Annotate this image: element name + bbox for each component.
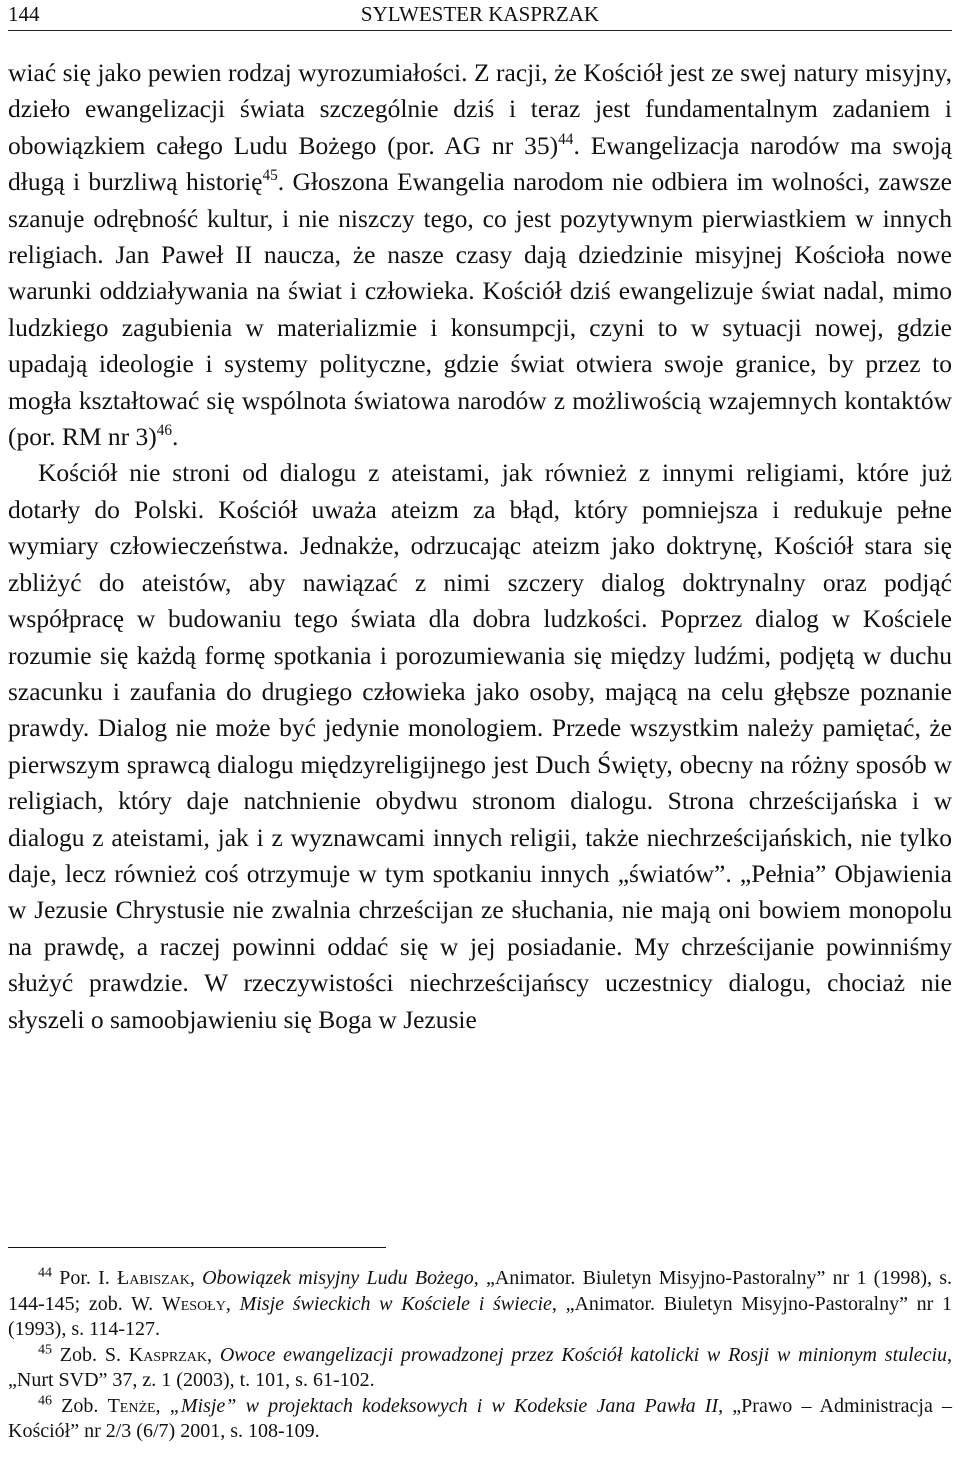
paragraph-2: Kościół nie stroni od dialogu z ateistami, jak również z innymi religiami, które już dotarły do Polski. Kościół uważa ateizm za błąd, który pomniejsza i redukuje pełne wymiary człowieczeństwa. Jednakże, odrzucając ateizm jako doktrynę, Kościół stara się zbliżyć do ateistów, aby nawiązać z nimi szczery dialog doktrynalny oraz podjąć współpracę w budowaniu tego świata dla dobra ludzkości. Poprzez dialog w Kościele rozumie się każdą formę spotkania i porozumiewania się między ludźmi, podjętą w duchu szacunku i zaufania do drugiego człowieka jako osoby, mającą na celu głębsze poznanie prawdy. Dialog nie może być jedynie monologiem. Przede wszystkim należy pamiętać, że pierwszym sprawcą dialogu międzyreligijnego jest Duch Święty, obecny na różny sposób w religiach, który daje natchnienie obydwu stronom dialogu. Strona chrześcijańska i w dialogu z ateistami, jak i z wyznawcami innych religii, także niechrześcijańskich, nie tylko daje, lecz również coś otrzymuje w tym spotkaniu innych „światów”. „Pełnia” Objawienia w Jezusie Chrystusie nie zwalnia chrześcijan ze słuchania, nie mają oni bowiem monopolu na prawdę, a raczej powinni oddać się w jej posiadanie. My chrześcijanie powinniśmy służyć prawdzie. W rzeczywistości niechrześcijańscy uczestnicy dialogu, chociaż nie słyszeli o samoobjawieniu się Boga w Jezusie (8, 458, 952, 1034)
footnote-text: , „Nurt SVD” 37, z. 1 (2003), t. 101, s. 61-102. (8, 1343, 953, 1391)
paragraph-1-text-c: . Głoszona Ewangelia narodom nie odbiera im wolności, zawsze szanuje odrębność kultur, i nie niszczy tego, co jest pozytywnym pierwiastkiem w innych religiach. Jan Paweł II naucza, że nasze czasy dają dziedzinie misyjnej Kościoła nowe warunki oddziaływania na świat i człowieka. Kościół dziś ewangelizuje świat nadal, mimo ludzkiego zagubienia w materializmie i konsumpcji, czyni to w sytuacji nowej, gdzie upadają ideologie i systemy polityczne, gdzie świat otwiera swoje granice, by przez to mogła kształtować się wspólnota światowa narodów z możliwością wzajemnych kontaktów (por. RM nr 3) (8, 167, 952, 452)
running-head: SYLWESTER KASPRZAK (360, 2, 600, 26)
footnote-ref-44: 44 (558, 130, 574, 148)
footnote-text: Zob. (52, 1394, 108, 1417)
footnote-author: Łabiszak (117, 1267, 190, 1289)
body-text (8, 55, 952, 1038)
footnote-number: 44 (38, 1265, 52, 1281)
footnote-text: , „Animator. Biuletyn Misyjno-Pastoralny” nr 1 (1993), s. 114-127. (8, 1292, 953, 1340)
footnote-text: Por. I. (52, 1267, 117, 1289)
footnote-ref-46: 46 (156, 422, 173, 440)
footnote-title: „Misje” w projektach kodeksowych i w Kodeksie Jana Pawła II (169, 1394, 719, 1417)
footnote-text: , (155, 1394, 170, 1417)
footnotes (8, 1266, 952, 1445)
paragraph-1-text-a: wiać się jako pewien rodzaj wyrozumiałości. Z racji, że Kościół jest ze swej natury misyjny, dzieło ewangelizacji świata szczególnie dziś i teraz jest fundamentalnym zadaniem i obowiązkiem całego Ludu Bożego (por. AG nr 35) (8, 58, 952, 160)
footnote-author: Tenże (107, 1394, 156, 1417)
footnote-ref-45: 45 (262, 167, 278, 185)
paragraph-1-text-d: . (172, 422, 179, 452)
footnote-46 (8, 1394, 952, 1445)
footnote-text: Zob. S. (52, 1343, 129, 1366)
footnote-text: , (189, 1267, 203, 1289)
footnote-number: 45 (38, 1341, 52, 1357)
footnote-44 (8, 1266, 952, 1343)
footnote-title: Obowiązek misyjny Ludu Bożego (202, 1267, 474, 1289)
footnote-author: Kasprzak (128, 1343, 207, 1366)
footnote-text: , „Prawo – Administracja – Kościół” nr 2/3 (6/7) 2001, s. 108-109. (8, 1394, 952, 1442)
footnote-number: 46 (38, 1392, 52, 1408)
footnote-separator (8, 1247, 386, 1248)
page-number: 144 (8, 2, 40, 26)
footnote-text: , (225, 1292, 240, 1315)
footnote-45 (8, 1343, 952, 1394)
footnote-title: Misje świeckich w Kościele i świecie (239, 1292, 552, 1315)
page-header (8, 0, 952, 31)
paragraph-1-text-b: . Ewangelizacja narodów ma swoją długą i burzliwą historię (8, 130, 952, 197)
footnote-author: Wesoły (161, 1292, 226, 1315)
paragraph-1 (8, 55, 952, 455)
footnote-title: Owoce ewangelizacji prowadzonej przez Kościół katolicki w Rosji w minionym stuleciu (219, 1343, 948, 1366)
footnote-text: , (207, 1343, 220, 1366)
footnote-text: , „Animator. Biuletyn Misyjno-Pastoralny” nr 1 (1998), s. 144-145; zob. W. (8, 1267, 952, 1315)
